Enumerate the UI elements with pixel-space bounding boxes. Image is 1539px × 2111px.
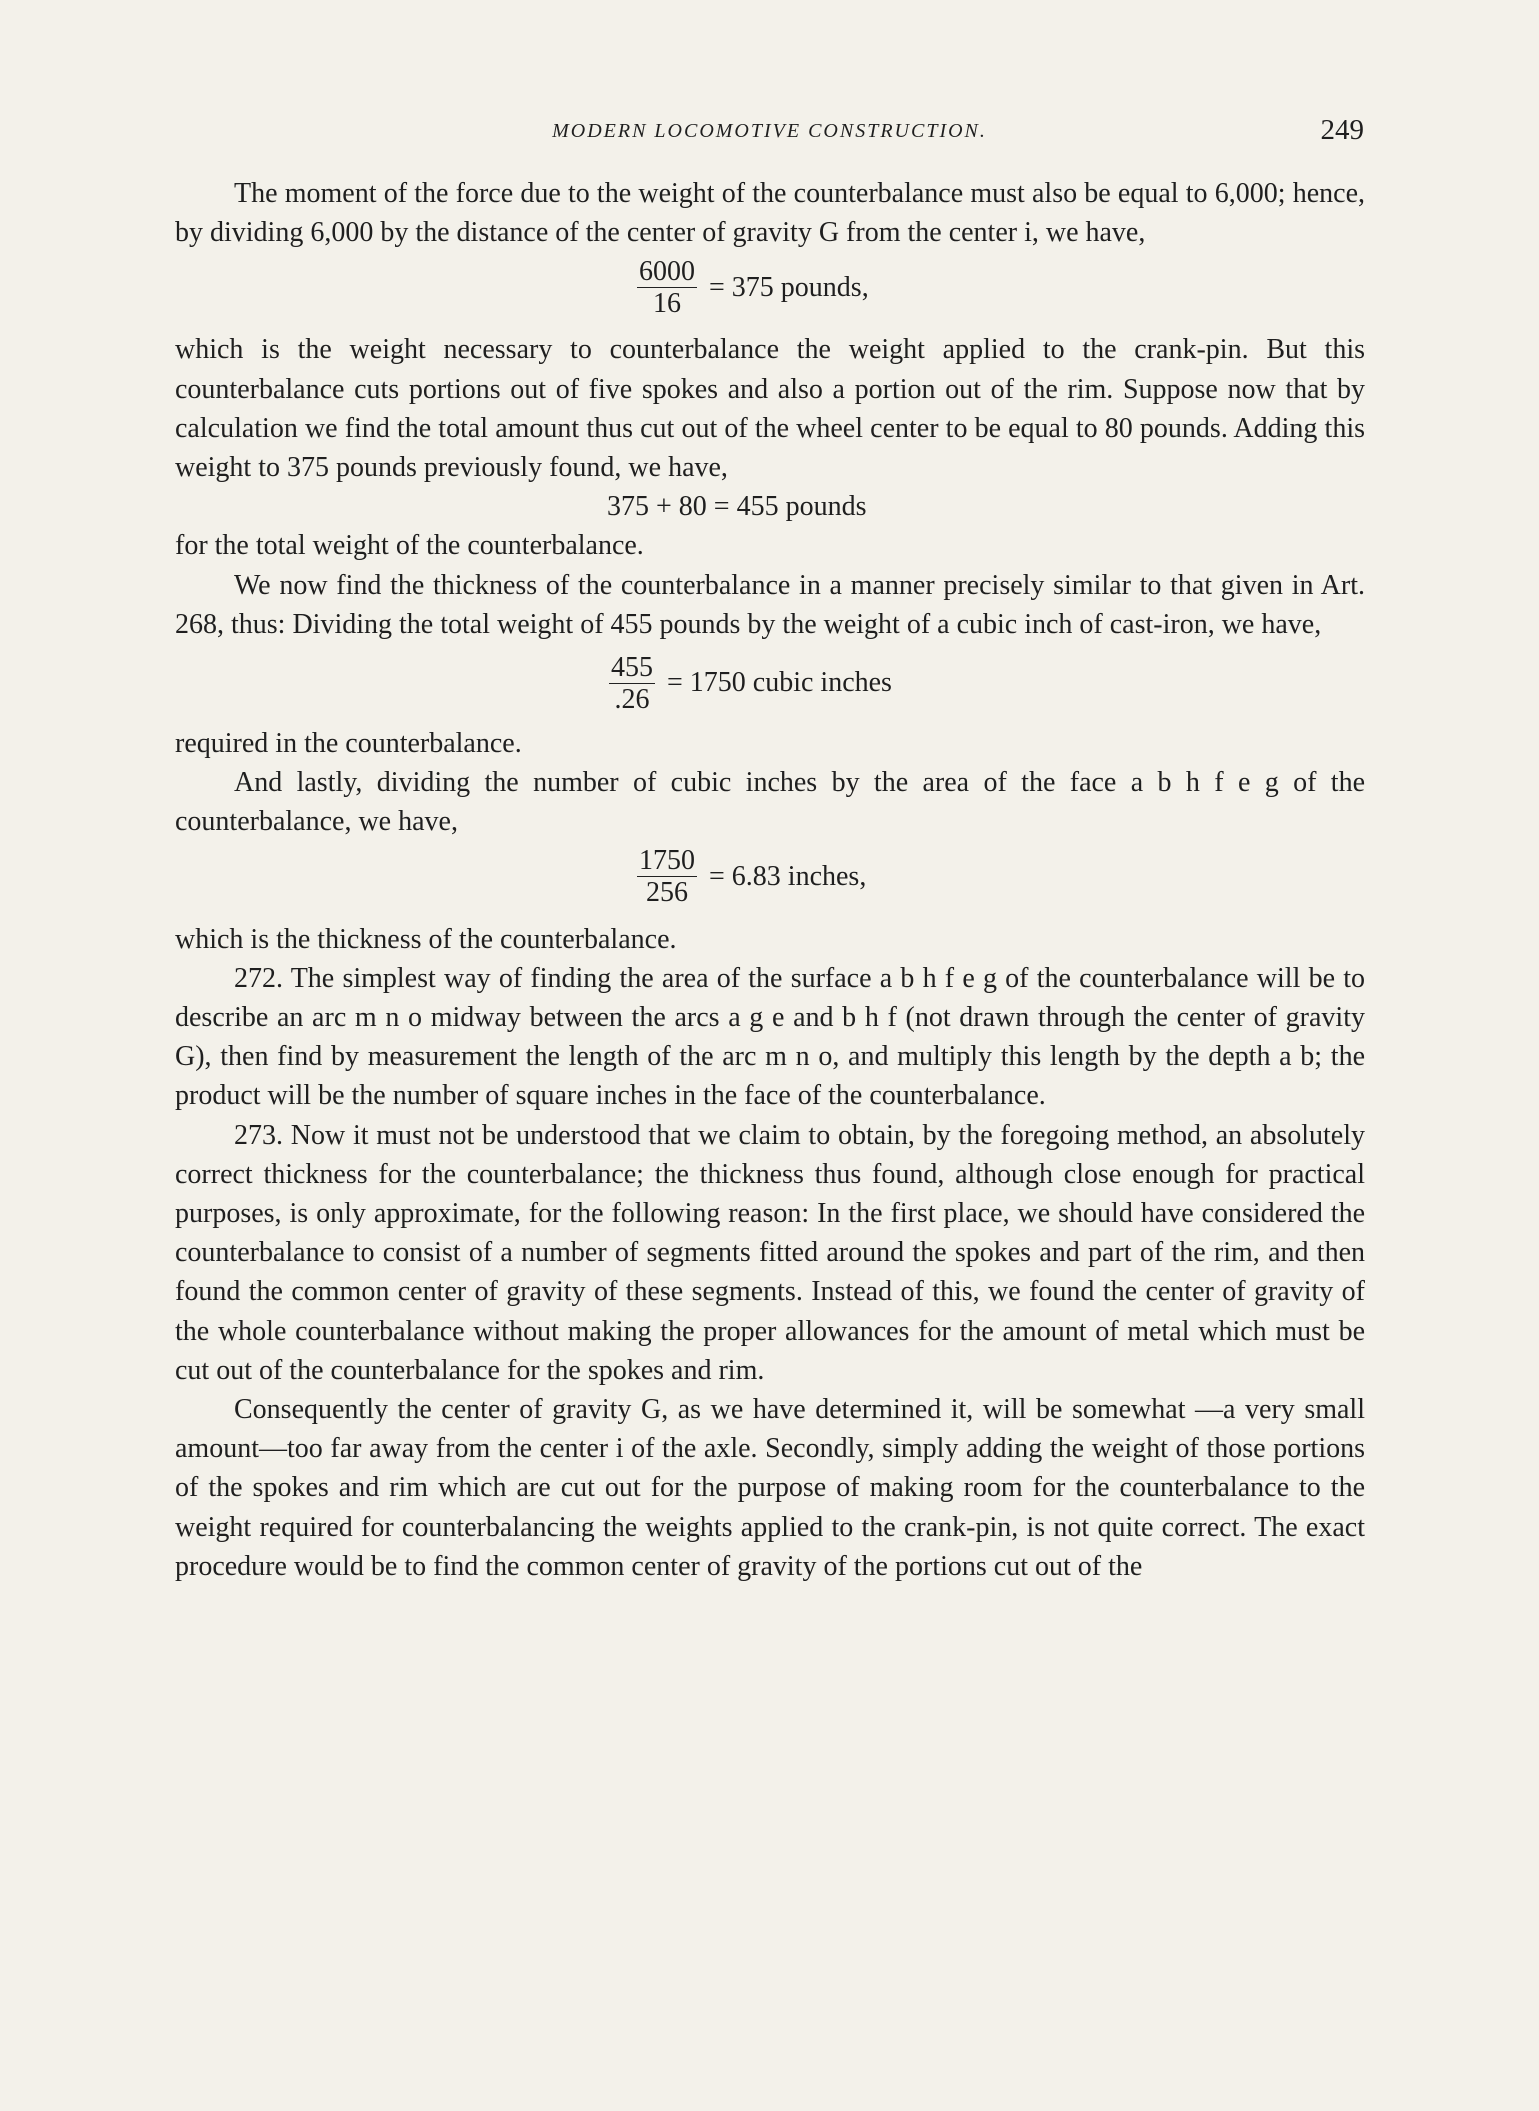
- fraction-4-numerator: 1750: [639, 845, 695, 877]
- equation-1-result: = 375 pounds,: [709, 271, 869, 303]
- paragraph-9: 273. Now it must not be understood that we claim to obtain, by the foregoing method, an absolutely correct thickness for the counterbalance; the thickness thus found, although close enough for practical purposes, is only approximate, for the following reason: In the first place, we should have considered the counterbalance to consist of a number of segments fitted around the spokes and part of the rim, and then found the common center of gravity of these segments. Instead of this, we found the center of gravity of the whole counterbalance without making the proper allowances for the amount of metal which must be cut out of the counterbalance for the spokes and rim.: [175, 1119, 1365, 1386]
- paragraph-6: And lastly, dividing the number of cubic inches by the area of the face a b h f e g of the counterbalance, we have,: [175, 767, 1365, 838]
- paragraph-4: We now find the thickness of the counterbalance in a manner precisely similar to that given in Art. 268, thus: Dividing the total weight of 455 pounds by the weight of a cubic inch of cast-iron, we have,: [175, 569, 1365, 640]
- fraction-4-denominator: 256: [646, 877, 688, 909]
- running-head: [175, 114, 1364, 150]
- equation-1: [175, 252, 1365, 322]
- fraction-3: [609, 652, 655, 715]
- fraction-1-denominator: 16: [653, 287, 681, 319]
- equation-4-result: = 6.83 inches,: [709, 861, 867, 893]
- paragraph-3: for the total weight of the counterbalance.: [175, 530, 644, 562]
- fraction-1: [637, 256, 697, 319]
- fraction-3-denominator: .26: [614, 683, 650, 715]
- fraction-3-numerator: 455: [611, 651, 653, 683]
- paragraph-2: which is the weight necessary to counterbalance the weight applied to the crank-pin. But this counterbalance cuts portions out of five spokes and also a portion out of the rim. Suppose now that by calculation we find the total amount thus cut out of the wheel center to be equal to 80 pounds. Adding this weight to 375 pounds previously found, we have,: [175, 334, 1365, 484]
- running-title: MODERN LOCOMOTIVE CONSTRUCTION.: [552, 120, 987, 142]
- equation-4: [175, 842, 1365, 912]
- page-number: 249: [1320, 114, 1364, 146]
- fraction-1-numerator: 6000: [639, 255, 695, 287]
- paragraph-7: which is the thickness of the counterbalance.: [175, 923, 677, 955]
- equation-3: [175, 648, 1365, 718]
- paragraph-1: The moment of the force due to the weight of the counterbalance must also be equal to 6,000; hence, by dividing 6,000 by the distance of the center of gravity G from the center i, we have,: [175, 178, 1365, 249]
- paragraph-10: Consequently the center of gravity G, as we have determined it, will be somewhat —a very small amount—too far away from the center i of the axle. Secondly, simply adding the weight of those portions of the spokes and rim which are cut out for the purpose of making room for the counterbalance to the weight required for counterbalancing the weights applied to the crank-pin, is not quite correct. The exact procedure would be to find the common center of gravity of the portions cut out of the: [175, 1394, 1365, 1582]
- fraction-4: [637, 845, 697, 908]
- equation-2: 375 + 80 = 455 pounds: [607, 491, 867, 523]
- paragraph-5: required in the counterbalance.: [175, 728, 522, 760]
- page-body: [175, 174, 1365, 1586]
- equation-3-result: = 1750 cubic inches: [667, 667, 892, 699]
- paragraph-8: 272. The simplest way of finding the area of the surface a b h f e g of the counterbalance will be to describe an arc m n o midway between the arcs a g e and b h f (not drawn through the center of gravity G), then find by measurement the length of the arc m n o, and multiply this length by the depth a b; the product will be the number of square inches in the face of the counterbalance.: [175, 962, 1365, 1112]
